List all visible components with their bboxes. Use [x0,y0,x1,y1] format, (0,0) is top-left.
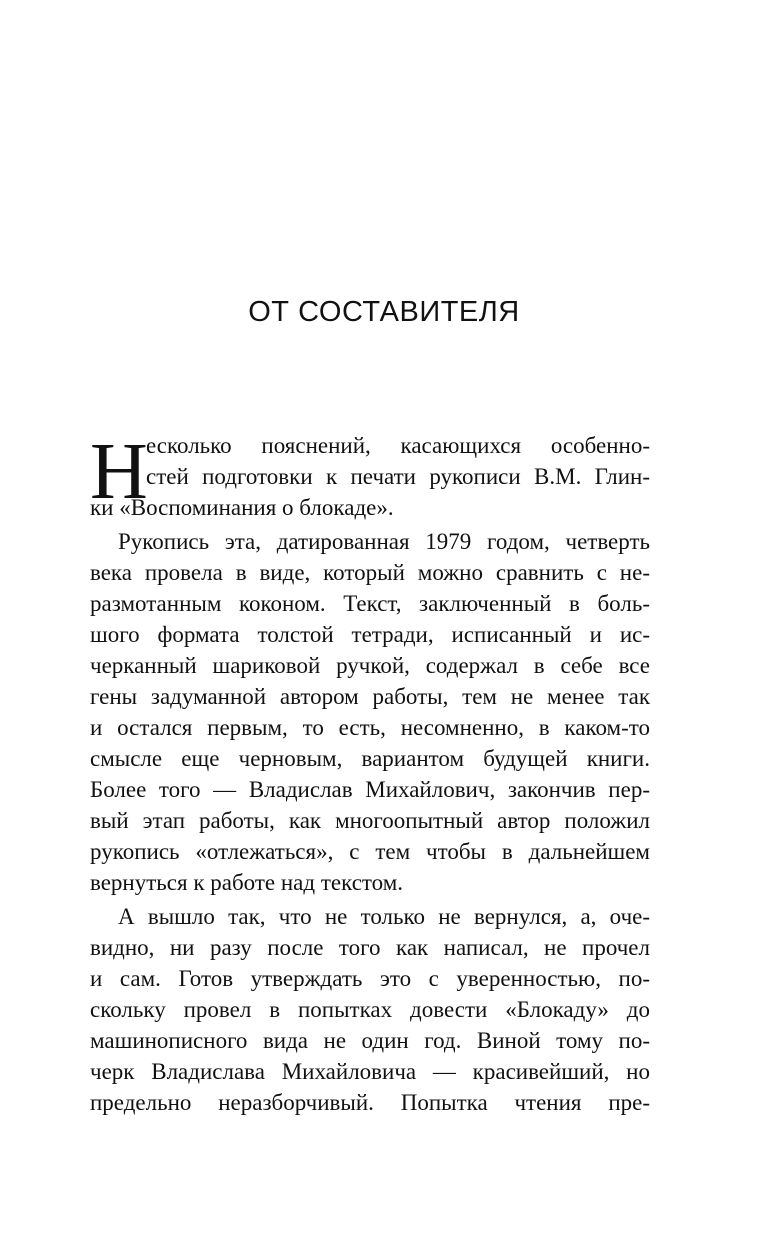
text-line: черканный шариковой ручкой, содержал в себе все [90,653,650,678]
chapter-heading: ОТ СОСТАВИТЕЛЯ [248,296,520,328]
text-line: смысле еще черновым, вариантом будущей книги. [90,746,650,771]
text-line: Рукопись эта, датированная 1979 годом, четверть [118,529,650,554]
text-line: видно, ни разу после того как написал, не прочел [90,935,650,960]
text-line: есколько пояснений, касающихся особенно- [146,433,650,458]
text-line: гены задуманной автором работы, тем не менее так [90,684,650,709]
text-line: машинописного вида не один год. Виной тому по- [90,1028,650,1053]
text-line: вернуться к работе над текстом. [90,870,404,895]
text-line: Более того — Владислав Михайлович, закончив пер- [90,777,650,802]
text-line: черк Владислава Михайловича — красивейший, но [90,1059,650,1084]
text-line: скольку провел в попытках довести «Блокаду» до [90,997,650,1022]
text-line: шого формата толстой тетради, исписанный и ис- [90,622,650,647]
text-line: предельно неразборчивый. Попытка чтения пре- [90,1090,650,1115]
text-line: века провела в виде, который можно сравнить с не- [90,560,650,585]
text-line: размотанным коконом. Текст, заключенный в боль- [90,591,650,616]
text-line: рукопись «отлежаться», с тем чтобы в дальнейшем [90,839,650,864]
text-line: вый этап работы, как многоопытный автор положил [90,808,650,833]
text-line: А вышло так, что не только не вернулся, а, оче- [118,904,650,929]
text-line: ки «Воспоминания о блокаде». [90,495,394,520]
text-line: и сам. Готов утверждать это с уверенностью, по- [90,966,650,991]
drop-cap: Н [90,428,148,516]
text-line: и остался первым, то есть, несомненно, в каком-то [90,715,650,740]
text-line: стей подготовки к печати рукописи В.М. Глин- [146,464,650,489]
